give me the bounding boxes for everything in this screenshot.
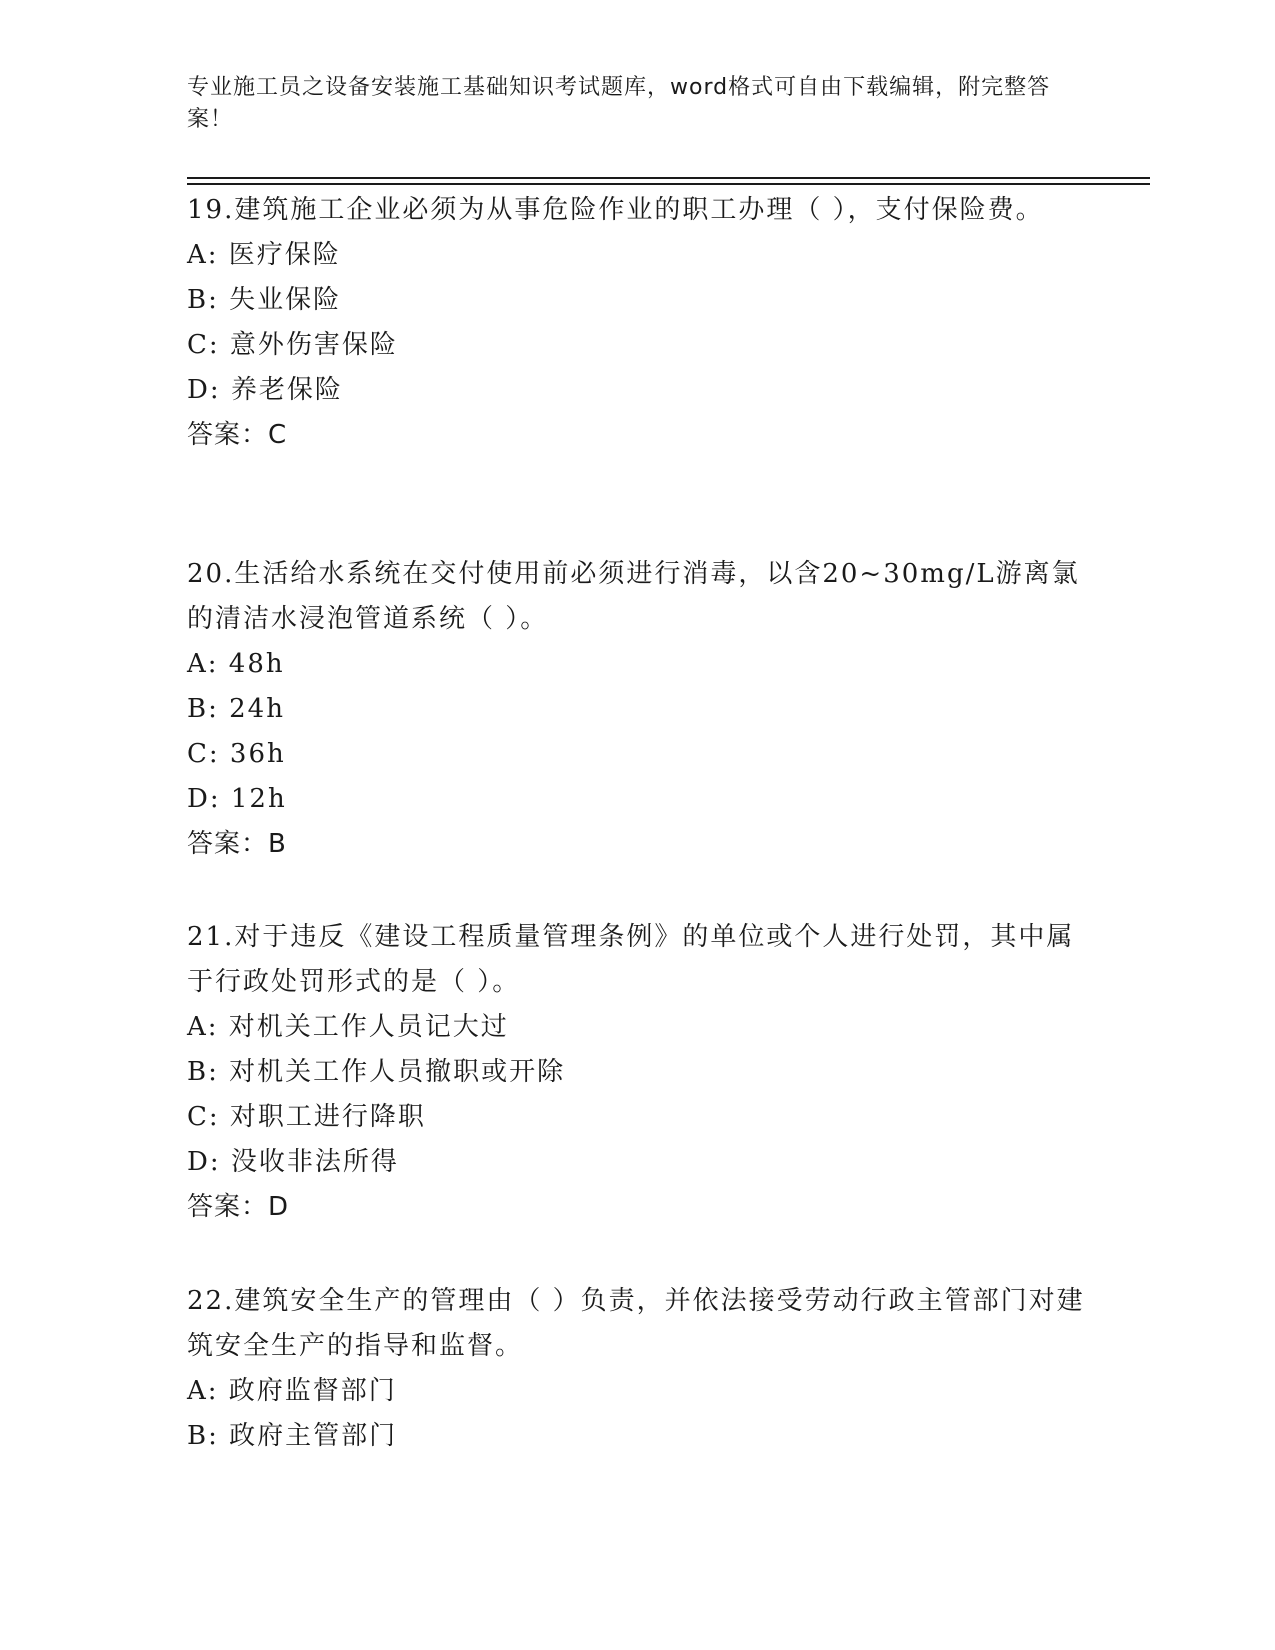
option-d: D: 没收非法所得 [187,1147,399,1177]
option-d: D: 养老保险 [187,375,343,405]
question-stem: 19.建筑施工企业必须为从事危险作业的职工办理（ ），支付保险费。 [187,195,1044,225]
answer: 答案：D [187,1192,290,1222]
question-19 [187,188,1087,458]
option-b: B: 对机关工作人员撤职或开除 [187,1057,566,1087]
header-divider-bottom [187,183,1150,185]
option-b: B: 失业保险 [187,285,342,315]
answer: 答案：B [187,829,287,859]
question-stem: 22.建筑安全生产的管理由（ ）负责，并依法接受劳动行政主管部门对建筑安全生产的指导和监督。 [187,1286,1085,1361]
question-stem: 21.对于违反《建设工程质量管理条例》的单位或个人进行处罚，其中属于行政处罚形式的是（ ）。 [187,922,1075,997]
option-b: B: 24h [187,694,285,724]
option-c: C: 对职工进行降职 [187,1102,426,1132]
option-a: A: 对机关工作人员记大过 [187,1012,509,1042]
option-a: A: 医疗保险 [187,240,341,270]
option-a: A: 政府监督部门 [187,1376,397,1406]
question-stem: 20.生活给水系统在交付使用前必须进行消毒，以含20~30mg/L游离氯的清洁水浸泡管道系统（ ）。 [187,559,1080,634]
question-21 [187,915,1087,1230]
option-b: B: 政府主管部门 [187,1421,398,1451]
page-header: 专业施工员之设备安装施工基础知识考试题库，word格式可自由下载编辑，附完整答案！ [187,75,1051,132]
question-20 [187,552,1087,867]
answer: 答案：C [187,420,288,450]
option-a: A: 48h [187,649,285,679]
option-c: C: 意外伤害保险 [187,330,398,360]
header-divider-top [187,177,1150,179]
option-c: C: 36h [187,739,286,769]
option-d: D: 12h [187,784,287,814]
question-22 [187,1279,1087,1459]
